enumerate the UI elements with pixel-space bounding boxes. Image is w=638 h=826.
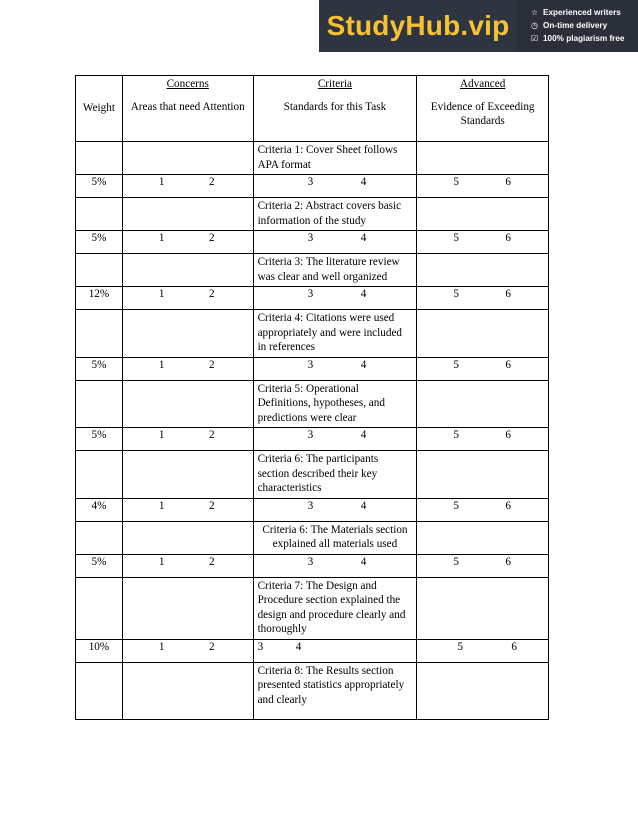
rating-6: 6 (505, 176, 511, 188)
logo-text: StudyHub.vip (326, 10, 510, 41)
criteria-text: Criteria 5: Operational Definitions, hypotheses, and predictions were clear (253, 380, 417, 428)
criteria-row (76, 577, 549, 639)
rating-1: 1 (158, 555, 165, 568)
table-header-row (76, 76, 549, 142)
concerns-subtitle: Areas that need Attention (130, 100, 245, 113)
feature-label: Experienced writers (543, 8, 621, 17)
rating-row (76, 231, 549, 254)
criteria-header (253, 76, 417, 142)
rating-6: 6 (511, 640, 517, 653)
criteria-text: Criteria 8: The Results section presented statistics appropriately and clearly (253, 662, 417, 720)
rating-2: 2 (208, 176, 215, 188)
rating-2: 2 (208, 288, 215, 300)
rating-6: 6 (505, 232, 511, 244)
rating-3: 3 (307, 176, 314, 188)
rating-2: 2 (208, 358, 215, 371)
weight-value: 4% (76, 498, 123, 521)
criteria-text: Criteria 7: The Design and Procedure section explained the design and procedure clearly and thoroughly (253, 577, 417, 639)
criteria-text: Criteria 6: The participants section described their key characteristics (253, 451, 417, 499)
rating-row (76, 498, 549, 521)
rating-3: 3 (257, 640, 264, 653)
rating-3: 3 (307, 499, 314, 512)
rating-3: 3 (307, 232, 314, 244)
rating-3: 3 (307, 288, 314, 300)
rating-4: 4 (360, 358, 367, 371)
rating-1: 1 (158, 176, 165, 188)
weight-value: 5% (76, 554, 123, 577)
rating-3: 3 (307, 358, 314, 371)
rating-2: 2 (208, 555, 215, 568)
rating-5: 5 (457, 640, 463, 653)
rating-1: 1 (158, 232, 165, 244)
criteria-row (76, 142, 549, 175)
feature-label: 100% plagiarism free (543, 34, 625, 43)
rating-4: 4 (360, 232, 367, 244)
rating-6: 6 (505, 358, 511, 371)
rating-4: 4 (360, 288, 367, 300)
criteria-text: Criteria 1: Cover Sheet follows APA format (253, 142, 417, 175)
feature-list (517, 0, 638, 52)
rating-row (76, 287, 549, 310)
rubric-table (75, 75, 549, 720)
rating-4: 4 (360, 429, 367, 441)
weight-value: 5% (76, 231, 123, 254)
criteria-text: Criteria 6: The Materials section explained all materials used (253, 521, 417, 554)
studyhub-banner[interactable] (319, 0, 638, 52)
rating-2: 2 (208, 232, 215, 244)
rating-4: 4 (360, 176, 367, 188)
rating-4: 4 (360, 499, 367, 512)
clock-icon: ◷ (531, 21, 538, 30)
concerns-header (122, 76, 253, 142)
criteria-text: Criteria 4: Citations were used appropriately and were included in references (253, 310, 417, 358)
feature-item (531, 32, 638, 45)
rating-3: 3 (307, 429, 314, 441)
studyhub-logo[interactable] (319, 0, 517, 52)
criteria-row (76, 451, 549, 499)
weight-value: 5% (76, 175, 123, 198)
criteria-row (76, 521, 549, 554)
criteria-row (76, 310, 549, 358)
rating-1: 1 (158, 358, 165, 371)
criteria-text: Criteria 2: Abstract covers basic information of the study (253, 198, 417, 231)
criteria-row (76, 254, 549, 287)
rating-6: 6 (505, 429, 511, 441)
rating-row (76, 639, 549, 662)
criteria-title: Criteria (317, 78, 353, 90)
weight-header: Weight (76, 76, 123, 142)
rating-6: 6 (505, 499, 511, 512)
weight-value: 5% (76, 357, 123, 380)
rating-1: 1 (158, 288, 165, 300)
rating-4: 4 (295, 640, 302, 653)
criteria-row (76, 662, 549, 720)
rating-5: 5 (453, 288, 459, 300)
rating-1: 1 (158, 640, 165, 653)
rating-row (76, 554, 549, 577)
rating-row (76, 357, 549, 380)
feature-item (531, 19, 638, 32)
rating-row (76, 428, 549, 451)
weight-value: 12% (76, 287, 123, 310)
rating-6: 6 (505, 555, 511, 568)
advanced-subtitle: Evidence of Exceeding Standards (430, 100, 535, 127)
rating-5: 5 (453, 555, 459, 568)
rating-2: 2 (208, 429, 215, 441)
feature-label: On-time delivery (543, 21, 608, 30)
weight-value: 10% (76, 639, 123, 662)
advanced-header (417, 76, 549, 142)
rating-1: 1 (158, 499, 165, 512)
rating-1: 1 (158, 429, 165, 441)
weight-value: 5% (76, 428, 123, 451)
check-icon: ☑ (531, 34, 539, 43)
rating-2: 2 (208, 499, 215, 512)
rating-row (76, 175, 549, 198)
rating-5: 5 (453, 232, 459, 244)
rating-3: 3 (307, 555, 314, 568)
criteria-subtitle: Standards for this Task (283, 100, 387, 113)
rating-6: 6 (505, 288, 511, 300)
criteria-text: Criteria 3: The literature review was clear and well organized (253, 254, 417, 287)
rating-5: 5 (453, 358, 459, 371)
concerns-title: Concerns (166, 78, 209, 90)
advanced-title: Advanced (459, 78, 506, 90)
feature-item (531, 6, 638, 19)
rating-5: 5 (453, 429, 459, 441)
criteria-row (76, 198, 549, 231)
star-icon: ☆ (531, 8, 539, 17)
rating-5: 5 (453, 176, 459, 188)
criteria-row (76, 380, 549, 428)
rating-4: 4 (360, 555, 367, 568)
rating-5: 5 (453, 499, 459, 512)
rating-2: 2 (208, 640, 215, 653)
